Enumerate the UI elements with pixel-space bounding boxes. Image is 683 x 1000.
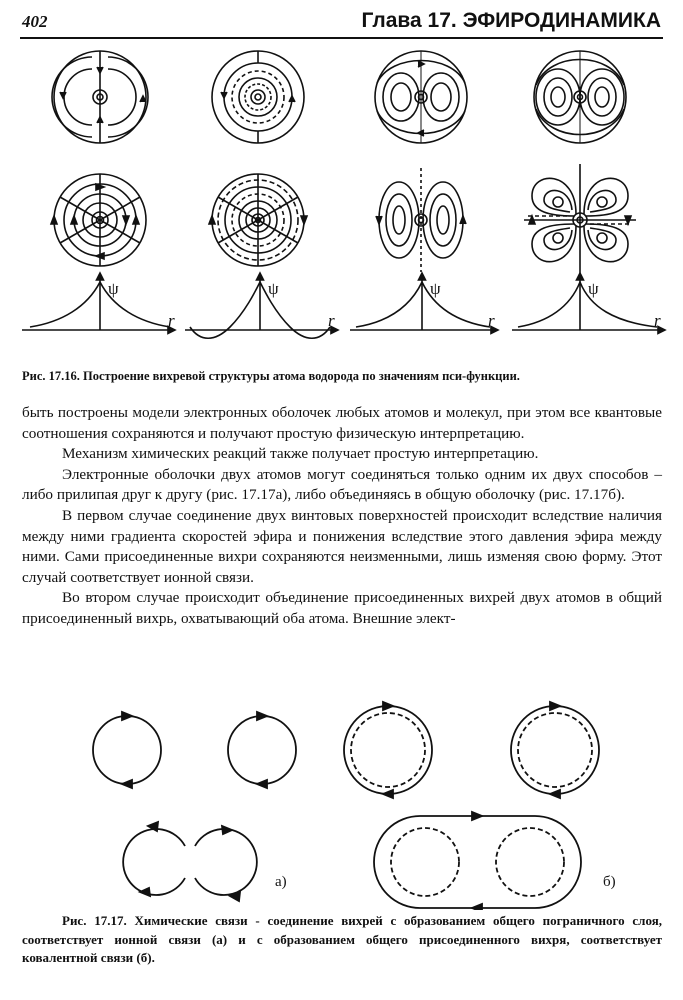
paragraph-5: Во втором случае происходит объединение присоединенных вихрей двух атомов в общий присоединенный вихрь, охватывающий оба атома. Внешние элект- — [22, 589, 662, 627]
figure-17-17-caption: Рис. 17.17. Химические связи - соединение вихрей с образованием общего пограничного слоя, соответствует ионной связи (а) и с образованием общего присоединенного вихря, соответствует ковалентной связи (б). — [22, 913, 662, 965]
r-label-4: r — [654, 311, 661, 330]
vortex-diagram-3 — [375, 51, 467, 143]
vortex-diagram-8 — [524, 164, 636, 276]
label-a: а) — [275, 874, 287, 890]
page-number: 402 — [22, 12, 48, 31]
figure-17-16 — [0, 42, 683, 362]
paragraph-1: быть построены модели электронных оболочек любых атомов и молекул, при этом все квантовые соотношения сохраняются и получают простую физическую интерпретацию. — [22, 404, 662, 442]
paragraph-2: Механизм химических реакций также получает простую интерпретацию. — [62, 445, 539, 463]
header-rule — [20, 37, 663, 39]
psi-label-3: ψ — [430, 279, 441, 298]
paragraph-4: В первом случае соединение двух винтовых поверхностей происходит вследствие наличия между ними градиента скоростей эфира и понижения вследствие этого давления эфира между ними. Сами присоединенные вихри сохраняются неизменными, лишь изменяя свою форму. Этот случай соответствует ионной связи. — [22, 506, 662, 586]
vortex-diagram-5 — [51, 174, 146, 266]
psi-label-2: ψ — [268, 279, 279, 298]
body-text — [22, 403, 662, 630]
vortex-diagram-7 — [376, 168, 466, 272]
label-b: б) — [603, 874, 616, 890]
single-vortex-2 — [228, 712, 296, 788]
attached-vortex-1 — [344, 702, 432, 798]
attached-vortex-2 — [511, 702, 599, 798]
psi-graph-2 — [185, 276, 335, 338]
vortex-diagram-4 — [534, 51, 626, 143]
vortex-diagram-6 — [209, 174, 307, 266]
psi-label-4: ψ — [588, 279, 599, 298]
ionic-bond-diagram — [123, 822, 257, 901]
figure-17-17 — [0, 688, 683, 910]
chapter-title: Глава 17. ЭФИРОДИНАМИКА — [361, 9, 661, 32]
r-label-1: r — [168, 311, 175, 330]
psi-graph-1 — [22, 276, 172, 330]
r-label-2: r — [328, 311, 335, 330]
covalent-bond-diagram — [374, 812, 581, 910]
vortex-diagram-2 — [212, 51, 304, 143]
single-vortex-1 — [93, 712, 161, 788]
paragraph-3: Электронные оболочки двух атомов могут соединяться только одним их двух способов – либо прилипая друг к другу (рис. 17.17а), либо объединяясь в общую оболочку (рис. 17.17б). — [22, 465, 662, 504]
psi-label-1: ψ — [108, 279, 119, 298]
figure-17-16-caption: Рис. 17.16. Построение вихревой структуры атома водорода по значениям пси-функции. — [22, 369, 520, 383]
vortex-diagram-1 — [52, 51, 148, 143]
psi-graph-3 — [350, 276, 495, 330]
r-label-3: r — [488, 311, 495, 330]
psi-graph-4 — [512, 276, 662, 330]
